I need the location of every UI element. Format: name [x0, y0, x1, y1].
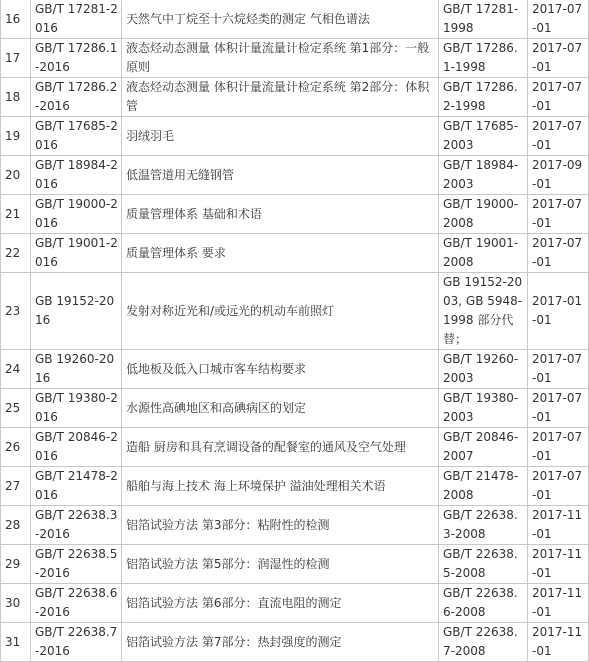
cell-standard-code: GB/T 21478-2016	[30, 466, 121, 505]
cell-number: 30	[0, 583, 30, 622]
cell-standard-name: 液态烃动态测量 体积计量流量计检定系统 第2部分：体积管	[121, 77, 438, 116]
cell-replaced-standard: GB/T 19000-2008	[438, 194, 527, 233]
cell-standard-code: GB 19152-2016	[30, 272, 121, 349]
table-row	[0, 77, 589, 116]
cell-number: 17	[0, 38, 30, 77]
table-row	[0, 155, 589, 194]
table-row	[0, 272, 589, 349]
cell-replaced-standard: GB/T 22638.7-2008	[438, 622, 527, 662]
cell-standard-code: GB/T 19001-2016	[30, 233, 121, 272]
table-row	[0, 544, 589, 583]
table-row	[0, 583, 589, 622]
cell-replaced-standard: GB/T 22638.6-2008	[438, 583, 527, 622]
cell-effective-date: 2017-07-01	[527, 0, 589, 38]
cell-replaced-standard: GB/T 22638.5-2008	[438, 544, 527, 583]
cell-standard-name: 质量管理体系 要求	[121, 233, 438, 272]
cell-effective-date: 2017-09-01	[527, 155, 589, 194]
cell-number: 29	[0, 544, 30, 583]
cell-standard-code: GB/T 22638.6-2016	[30, 583, 121, 622]
cell-replaced-standard: GB/T 17286.1-1998	[438, 38, 527, 77]
cell-effective-date: 2017-07-01	[527, 38, 589, 77]
cell-standard-code: GB/T 18984-2016	[30, 155, 121, 194]
cell-replaced-standard: GB/T 18984-2003	[438, 155, 527, 194]
cell-number: 19	[0, 116, 30, 155]
cell-replaced-standard: GB/T 22638.3-2008	[438, 505, 527, 544]
table-row	[0, 0, 589, 38]
cell-standard-code: GB/T 22638.3-2016	[30, 505, 121, 544]
cell-standard-code: GB/T 19000-2016	[30, 194, 121, 233]
cell-standard-name: 液态烃动态测量 体积计量流量计检定系统 第1部分：一般原则	[121, 38, 438, 77]
cell-standard-code: GB/T 20846-2016	[30, 427, 121, 466]
table-row	[0, 194, 589, 233]
table-row	[0, 38, 589, 77]
cell-replaced-standard: GB/T 17286.2-1998	[438, 77, 527, 116]
cell-effective-date: 2017-01-01	[527, 272, 589, 349]
cell-standard-code: GB/T 17286.1-2016	[30, 38, 121, 77]
cell-number: 20	[0, 155, 30, 194]
cell-replaced-standard: GB/T 17685-2003	[438, 116, 527, 155]
cell-number: 27	[0, 466, 30, 505]
cell-standard-name: 天然气中丁烷至十六烷烃类的测定 气相色谱法	[121, 0, 438, 38]
cell-number: 23	[0, 272, 30, 349]
cell-standard-name: 铝箔试验方法 第3部分：粘附性的检测	[121, 505, 438, 544]
cell-standard-name: 铝箔试验方法 第7部分：热封强度的测定	[121, 622, 438, 662]
cell-effective-date: 2017-11-01	[527, 505, 589, 544]
cell-number: 22	[0, 233, 30, 272]
cell-effective-date: 2017-07-01	[527, 466, 589, 505]
table-row	[0, 622, 589, 662]
cell-standard-name: 造船 厨房和具有烹调设备的配餐室的通风及空气处理	[121, 427, 438, 466]
cell-standard-name: 低地板及低入口城市客车结构要求	[121, 349, 438, 388]
cell-standard-name: 铝箔试验方法 第5部分：润湿性的检测	[121, 544, 438, 583]
cell-replaced-standard: GB/T 17281-1998	[438, 0, 527, 38]
cell-standard-name: 质量管理体系 基础和术语	[121, 194, 438, 233]
cell-standard-name: 铝箔试验方法 第6部分：直流电阻的测定	[121, 583, 438, 622]
cell-number: 26	[0, 427, 30, 466]
cell-standard-code: GB/T 17685-2016	[30, 116, 121, 155]
cell-number: 24	[0, 349, 30, 388]
cell-effective-date: 2017-11-01	[527, 544, 589, 583]
cell-replaced-standard: GB/T 20846-2007	[438, 427, 527, 466]
cell-effective-date: 2017-11-01	[527, 583, 589, 622]
cell-standard-name: 水源性高碘地区和高碘病区的划定	[121, 388, 438, 427]
cell-effective-date: 2017-07-01	[527, 427, 589, 466]
cell-standard-code: GB/T 17286.2-2016	[30, 77, 121, 116]
cell-replaced-standard: GB/T 19260-2003	[438, 349, 527, 388]
cell-number: 16	[0, 0, 30, 38]
cell-number: 18	[0, 77, 30, 116]
cell-standard-name: 低温管道用无缝钢管	[121, 155, 438, 194]
cell-standard-code: GB/T 19380-2016	[30, 388, 121, 427]
cell-replaced-standard: GB/T 19380-2003	[438, 388, 527, 427]
cell-standard-code: GB/T 22638.5-2016	[30, 544, 121, 583]
table-row	[0, 427, 589, 466]
cell-standard-code: GB 19260-2016	[30, 349, 121, 388]
cell-standard-name: 船舶与海上技术 海上环境保护 溢油处理相关术语	[121, 466, 438, 505]
cell-number: 21	[0, 194, 30, 233]
cell-standard-code: GB/T 22638.7-2016	[30, 622, 121, 662]
table-row	[0, 388, 589, 427]
cell-standard-name: 发射对称近光和/或远光的机动车前照灯	[121, 272, 438, 349]
cell-effective-date: 2017-07-01	[527, 349, 589, 388]
cell-effective-date: 2017-07-01	[527, 388, 589, 427]
table-row	[0, 233, 589, 272]
cell-replaced-standard: GB/T 19001-2008	[438, 233, 527, 272]
cell-standard-name: 羽绒羽毛	[121, 116, 438, 155]
cell-replaced-standard: GB 19152-2003, GB 5948-1998 部分代替；	[438, 272, 527, 349]
cell-number: 28	[0, 505, 30, 544]
table-row	[0, 505, 589, 544]
cell-effective-date: 2017-07-01	[527, 233, 589, 272]
cell-number: 31	[0, 622, 30, 662]
table-row	[0, 116, 589, 155]
cell-number: 25	[0, 388, 30, 427]
cell-standard-code: GB/T 17281-2016	[30, 0, 121, 38]
cell-replaced-standard: GB/T 21478-2008	[438, 466, 527, 505]
cell-effective-date: 2017-07-01	[527, 77, 589, 116]
cell-effective-date: 2017-07-01	[527, 116, 589, 155]
table-row	[0, 349, 589, 388]
cell-effective-date: 2017-07-01	[527, 194, 589, 233]
table-row	[0, 466, 589, 505]
cell-effective-date: 2017-11-01	[527, 622, 589, 662]
